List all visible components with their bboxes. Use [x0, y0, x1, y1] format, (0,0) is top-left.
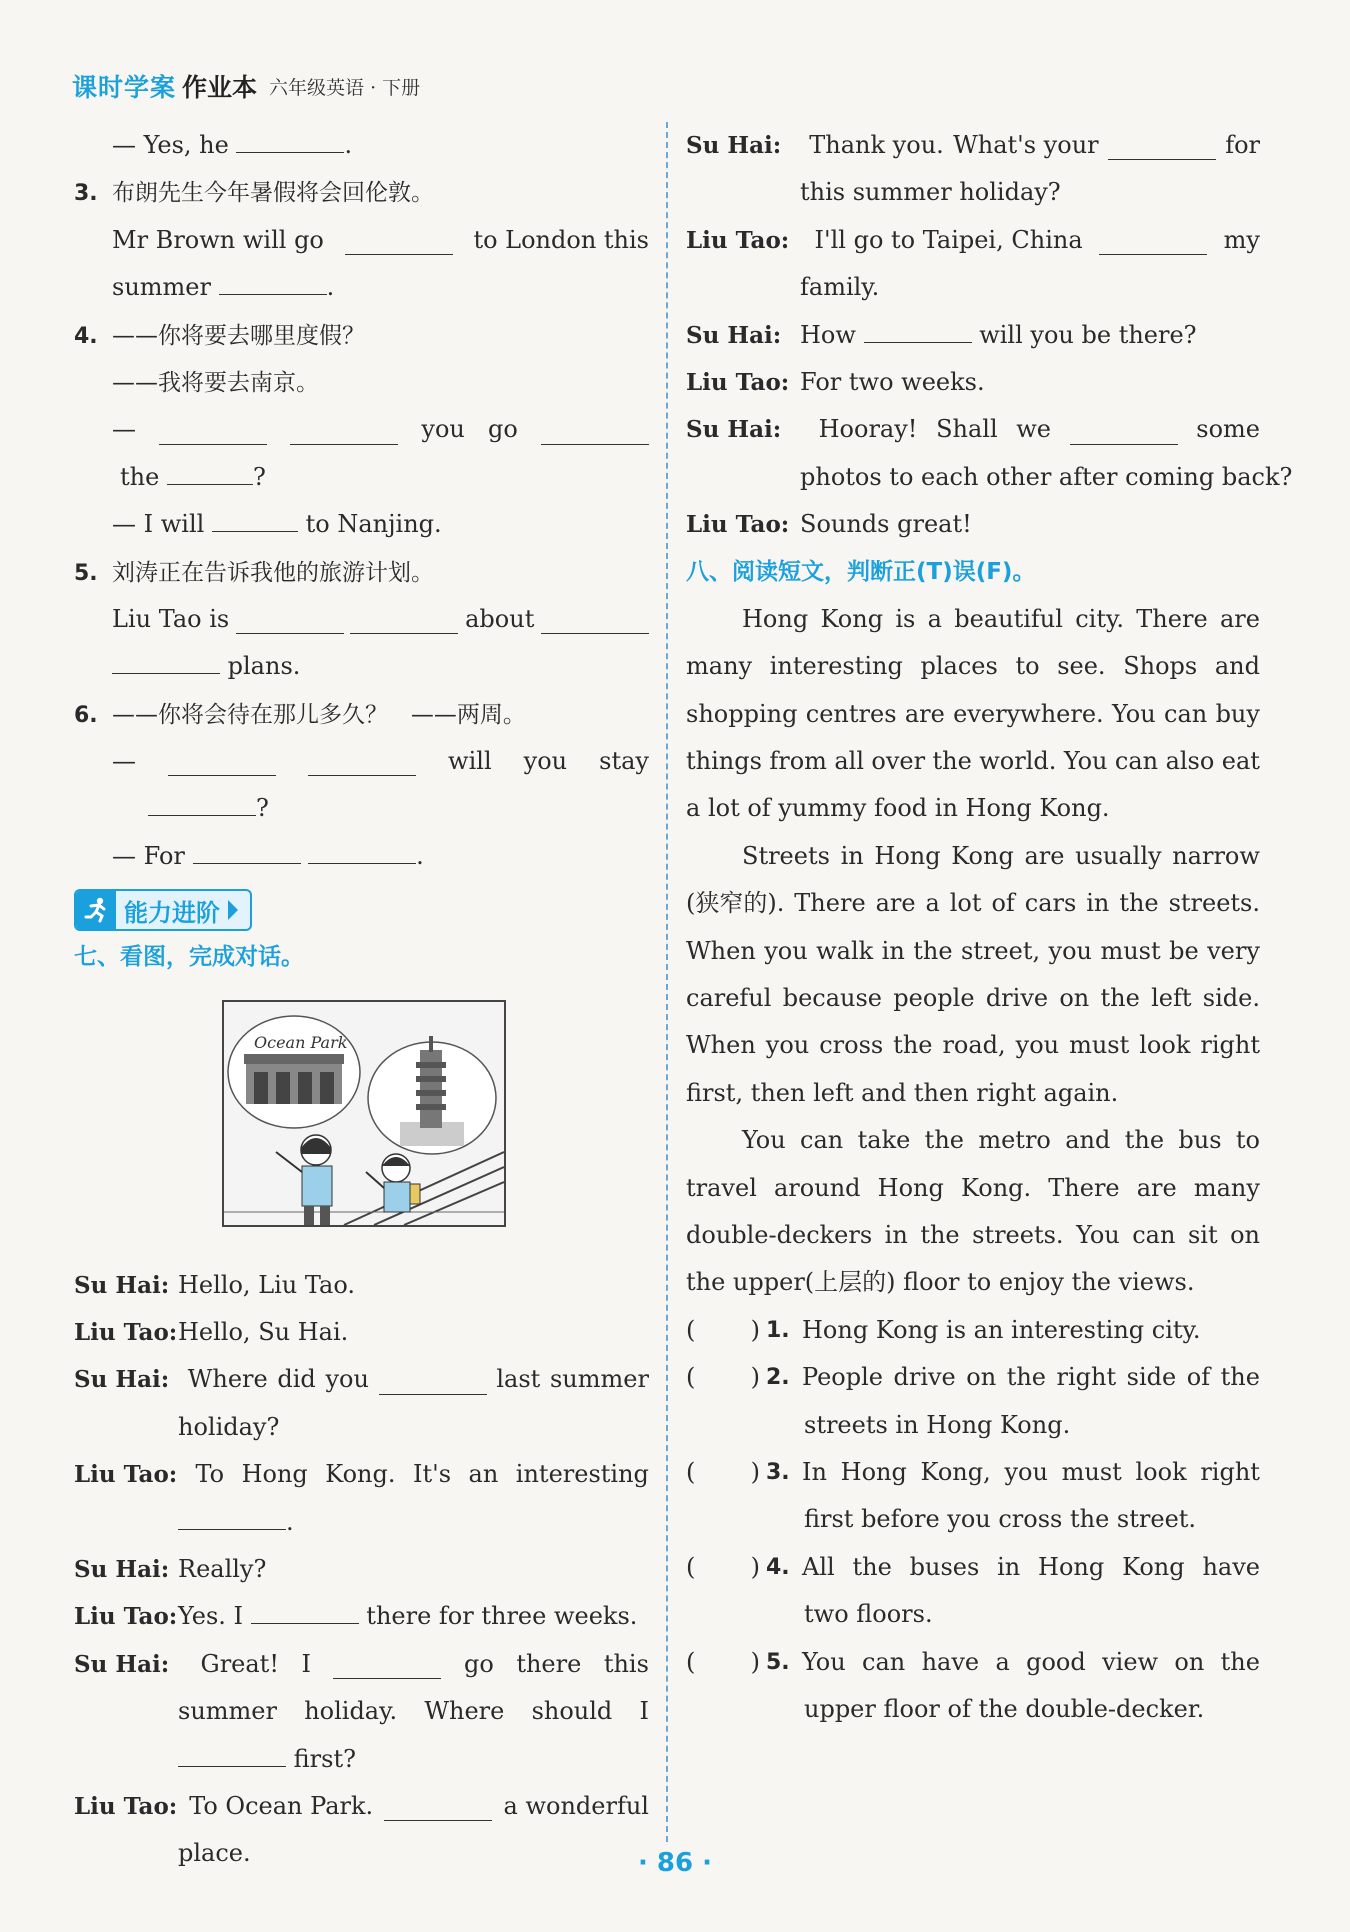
passage-line: [686, 1165, 1260, 1212]
passage-word: around: [774, 1173, 861, 1202]
passage-word: are: [1136, 1173, 1177, 1202]
passage-word: the: [913, 936, 953, 965]
passage-word: a: [927, 604, 942, 633]
dialog-line: .: [74, 1499, 649, 1546]
passage-word: from: [769, 747, 827, 776]
q2-answer-line: — Yes, he .: [74, 122, 649, 169]
tf-question: ( ) 2. People drive on the right side of the: [686, 1354, 1260, 1401]
answer-blank[interactable]: [350, 605, 458, 634]
passage-word: very: [1207, 936, 1260, 965]
answer-blank[interactable]: [236, 605, 344, 634]
passage-word: travel: [686, 1173, 757, 1202]
brand-name: 课时学案: [72, 73, 177, 102]
answer-blank[interactable]: [864, 314, 972, 343]
tf-question: ( ) 4. All the buses in Hong Kong have: [686, 1544, 1260, 1591]
tf-question: ( ) 5. You can have a good view on the: [686, 1639, 1260, 1686]
passage-line: [686, 596, 1260, 643]
passage-word: streets.: [1168, 889, 1260, 918]
answer-parentheses[interactable]: ( ): [686, 1552, 760, 1581]
dialog-line: photos to each other after coming back?: [800, 462, 1293, 491]
passage-word: everywhere.: [953, 699, 1104, 728]
dialog-line: Su Hai: Hooray! Shall we some: [686, 415, 1260, 444]
passage-word: buy: [1215, 699, 1260, 728]
passage-line: [686, 643, 1260, 690]
dialog-line: family.: [800, 273, 880, 302]
dialog-line: Liu Tao: To Hong Kong. It's an interesting: [74, 1460, 649, 1489]
passage-word: There: [794, 889, 866, 918]
passage-word: centres: [805, 699, 897, 728]
passage-word: over: [871, 747, 926, 776]
passage-word: on: [1059, 984, 1090, 1013]
runner-icon: [76, 891, 116, 929]
badge-label: 能力进阶: [124, 898, 220, 927]
passage-line: the upper(上层的) floor to enjoy the views.: [686, 1268, 1195, 1297]
q4-line2: the ?: [74, 454, 649, 501]
dialog-line: Su Hai: Really?: [74, 1554, 267, 1583]
passage-word: When: [686, 936, 756, 965]
passage-word: you: [1048, 936, 1093, 965]
passage-word: Kong: [820, 604, 884, 633]
passage-word: Kong: [951, 841, 1014, 870]
passage-word: eat: [1221, 747, 1260, 776]
passage-word: careful: [686, 984, 772, 1013]
passage-word: Hong: [877, 1173, 944, 1202]
right-column: [686, 122, 1293, 1733]
ability-badge: [74, 886, 649, 934]
q3-line2: summer .: [74, 264, 649, 311]
passage-word: bus: [1178, 1126, 1222, 1155]
passage-word: a: [925, 889, 940, 918]
passage-word: metro: [978, 1126, 1051, 1155]
passage-word: are: [875, 889, 916, 918]
q5-line1: Liu Tao is about: [74, 596, 649, 643]
q4-line1: — you go: [74, 406, 649, 453]
passage-word: beautiful: [954, 604, 1063, 633]
passage-word: (狭窄的).: [686, 889, 785, 918]
dialog-line: Liu Tao:Hello, Su Hai.: [74, 1318, 349, 1347]
passage-word: shopping: [686, 699, 798, 728]
q4-prompt1: 4. ——你将要去哪里度假？: [74, 322, 365, 349]
passage-word: you: [1015, 1031, 1060, 1060]
column-divider: [666, 122, 668, 1842]
passage-word: to: [1015, 652, 1040, 681]
passage-line: [686, 928, 1260, 975]
dialog-line: summer holiday. Where should I: [178, 1697, 649, 1726]
dialog-line: place.: [178, 1839, 251, 1868]
dialog-line: Su Hai: Thank you. What's your for: [686, 131, 1260, 159]
passage-word: interesting: [769, 652, 903, 681]
passage-line: first, then left and then right again.: [686, 1078, 1119, 1107]
passage-word: things: [686, 747, 762, 776]
answer-blank[interactable]: [308, 747, 416, 776]
dialog-line: first?: [74, 1736, 649, 1783]
passage-word: is: [895, 604, 916, 633]
passage-word: can: [800, 1126, 844, 1155]
passage-word: can: [1164, 699, 1208, 728]
q4-prompt2: ——我将要去南京。: [112, 369, 319, 396]
tf-question-continuation: upper floor of the double-decker.: [804, 1694, 1205, 1723]
tf-question-continuation: streets in Hong Kong.: [804, 1410, 1071, 1439]
passage-word: You: [742, 1126, 786, 1155]
passage-word: the: [924, 1126, 964, 1155]
dialog-illustration: [222, 1000, 506, 1227]
page-number: · 86 ·: [637, 1848, 713, 1878]
passage-word: Shops: [1123, 652, 1198, 681]
passage-word: in: [840, 841, 864, 870]
answer-parentheses[interactable]: ( ): [686, 1457, 760, 1486]
triangle-icon: [228, 900, 238, 920]
section-8-title: 八、阅读短文，判断正(T)误(F)。: [686, 558, 1036, 585]
passage-word: cars: [1024, 889, 1077, 918]
answer-parentheses[interactable]: ( ): [686, 1363, 760, 1392]
passage-word: and: [1214, 652, 1260, 681]
answer-blank[interactable]: [290, 416, 398, 445]
answer-blank[interactable]: [1070, 416, 1178, 445]
dialog-line: Liu Tao:Yes. I there for three weeks.: [74, 1593, 649, 1640]
answer-blank[interactable]: [148, 787, 256, 816]
answer-blank[interactable]: [384, 1792, 492, 1821]
passage-word: you: [764, 936, 808, 965]
passage-word: look: [1139, 1031, 1191, 1060]
passage-word: right: [1200, 1031, 1260, 1060]
passage-word: the: [1124, 1126, 1165, 1155]
passage-word: Hong: [742, 604, 809, 633]
passage-word: in: [884, 1220, 908, 1249]
passage-word: because: [782, 984, 883, 1013]
passage-word: of: [991, 889, 1015, 918]
passage-word: people: [893, 984, 975, 1013]
passage-word: You: [1112, 699, 1156, 728]
answer-blank[interactable]: [178, 1501, 286, 1530]
answer-blank[interactable]: [178, 1738, 286, 1767]
passage-word: are: [1219, 604, 1260, 633]
tf-question: ( ) 3. In Hong Kong, you must look right: [686, 1449, 1260, 1496]
tf-question-continuation: two floors.: [804, 1600, 933, 1629]
passage-word: must: [1100, 936, 1161, 965]
reading-passage: [686, 596, 1260, 1307]
answer-blank[interactable]: [212, 503, 298, 532]
answer-blank[interactable]: [167, 456, 253, 485]
brand-product: 作业本: [182, 73, 258, 102]
passage-word: take: [857, 1126, 911, 1155]
passage-word: also: [1165, 747, 1215, 776]
passage-word: road,: [942, 1031, 1006, 1060]
passage-word: usually: [1075, 841, 1162, 870]
passage-line: [686, 738, 1260, 785]
passage-word: Streets: [742, 841, 830, 870]
passage-line: [686, 1212, 1260, 1259]
answer-blank[interactable]: [379, 1366, 487, 1395]
passage-word: can: [1114, 747, 1159, 776]
travel-scene-icon: [224, 1002, 504, 1225]
passage-word: can: [1132, 1220, 1176, 1249]
answer-blank[interactable]: [308, 835, 416, 864]
true-false-questions: [686, 1307, 1260, 1734]
answer-blank[interactable]: [219, 266, 327, 295]
dialog-line: Liu Tao: Sounds great!: [686, 510, 972, 539]
passage-word: be: [1169, 936, 1199, 965]
answer-blank[interactable]: [159, 416, 267, 445]
answer-blank[interactable]: [1108, 131, 1216, 160]
passage-word: in: [881, 936, 905, 965]
passage-word: sit: [1187, 1220, 1218, 1249]
q6-prompt: 6. ——你将会待在那儿多久？ ——两周。: [74, 701, 526, 728]
passage-word: to: [1235, 1126, 1260, 1155]
passage-word: see.: [1057, 652, 1106, 681]
q3-prompt: 3. 布朗先生今年暑假将会回伦敦。: [74, 180, 434, 207]
passage-word: the: [1100, 984, 1140, 1013]
passage-word: are: [904, 699, 945, 728]
dialog-line: this summer holiday?: [800, 178, 1061, 207]
passage-word: the: [920, 1220, 960, 1249]
passage-word: in: [1086, 889, 1110, 918]
passage-word: many: [1193, 1173, 1260, 1202]
passage-word: narrow: [1172, 841, 1260, 870]
passage-word: the: [1119, 889, 1159, 918]
passage-word: left: [1151, 984, 1192, 1013]
dialog-line: Su Hai: Hello, Liu Tao.: [74, 1270, 355, 1299]
q6-line1: — will you stay: [112, 747, 649, 776]
passage-line: [686, 975, 1260, 1022]
passage-word: city.: [1075, 604, 1124, 633]
answer-blank[interactable]: [251, 1595, 359, 1624]
passage-line: [686, 691, 1260, 738]
passage-word: There: [1048, 1173, 1120, 1202]
answer-blank[interactable]: [333, 1650, 441, 1679]
passage-word: world.: [979, 747, 1057, 776]
passage-line: [686, 833, 1260, 880]
answer-blank[interactable]: [345, 226, 453, 255]
passage-word: lot: [949, 889, 982, 918]
passage-word: double-deckers: [686, 1220, 873, 1249]
answer-parentheses[interactable]: ( ): [686, 1315, 760, 1344]
passage-word: are: [1024, 841, 1065, 870]
passage-word: drive: [985, 984, 1049, 1013]
passage-word: street,: [960, 936, 1041, 965]
dialog-line: Liu Tao: I'll go to Taipei, China my: [686, 225, 1260, 254]
passage-line: [686, 1022, 1260, 1069]
dialog-line: Liu Tao: To Ocean Park. a wonderful: [74, 1791, 649, 1820]
passage-word: side.: [1202, 984, 1260, 1013]
book-subtitle: 六年级英语 · 下册: [269, 76, 421, 99]
answer-blank[interactable]: [112, 645, 220, 674]
passage-word: You: [1076, 1220, 1120, 1249]
passage-line: a lot of yummy food in Hong Kong.: [686, 794, 1110, 823]
passage-line: [686, 880, 1260, 927]
q6-line2: ?: [74, 785, 649, 832]
passage-word: the: [893, 1031, 933, 1060]
passage-word: must: [1069, 1031, 1130, 1060]
dialog-line: Su Hai: Where did you last summer: [74, 1365, 649, 1394]
q3-line1: Mr Brown will go to London this: [112, 225, 649, 254]
dialog-line: holiday?: [178, 1412, 280, 1441]
q6-line3: — For .: [74, 833, 649, 880]
page-header: [72, 66, 420, 106]
tf-question: ( ) 1. Hong Kong is an interesting city.: [686, 1307, 1260, 1354]
passage-word: and: [1065, 1126, 1111, 1155]
answer-blank[interactable]: [541, 605, 649, 634]
passage-word: on: [1230, 1220, 1260, 1249]
passage-word: When: [686, 1031, 756, 1060]
passage-word: Hong: [874, 841, 941, 870]
answer-blank[interactable]: [193, 835, 301, 864]
answer-parentheses[interactable]: ( ): [686, 1647, 760, 1676]
passage-word: places: [920, 652, 998, 681]
section-7-title: 七、看图，完成对话。: [74, 944, 304, 971]
passage-word: There: [1136, 604, 1208, 633]
passage-word: all: [834, 747, 864, 776]
answer-blank[interactable]: [168, 747, 276, 776]
passage-word: You: [1063, 747, 1108, 776]
q5-line2: plans.: [74, 643, 649, 690]
passage-word: many: [686, 652, 753, 681]
passage-word: walk: [816, 936, 874, 965]
passage-word: you: [765, 1031, 810, 1060]
passage-word: Kong.: [960, 1173, 1032, 1202]
q4-line3: — I will to Nanjing.: [74, 501, 649, 548]
passage-word: the: [932, 747, 972, 776]
q5-prompt: 5. 刘涛正在告诉我他的旅游计划。: [74, 559, 434, 586]
sign-text: Ocean Park: [254, 1033, 348, 1052]
passage-line: [686, 1117, 1260, 1164]
passage-word: cross: [819, 1031, 884, 1060]
dialog-line: Su Hai: Great! I go there this: [74, 1649, 649, 1678]
answer-blank[interactable]: [236, 124, 344, 153]
tf-question-continuation: first before you cross the street.: [804, 1505, 1197, 1534]
passage-word: streets.: [972, 1220, 1064, 1249]
dialog-line: Liu Tao: For two weeks.: [686, 367, 985, 396]
answer-blank[interactable]: [1099, 226, 1207, 255]
answer-blank[interactable]: [541, 416, 649, 445]
dialog-line: Su Hai: How will you be there?: [686, 312, 1260, 359]
